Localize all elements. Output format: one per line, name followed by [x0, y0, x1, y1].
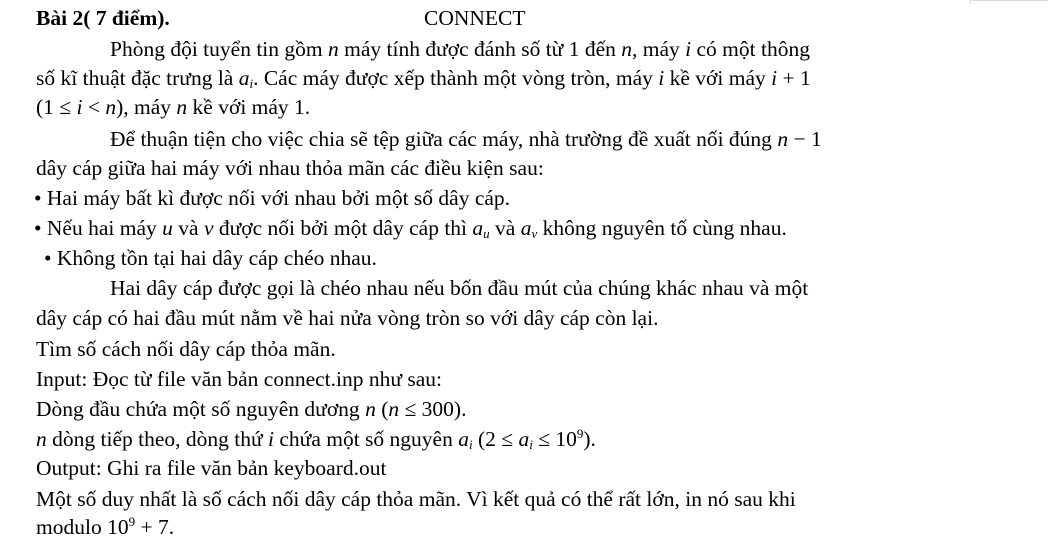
paragraph-line	[110, 275, 808, 301]
text-run: có một thông	[691, 37, 810, 61]
math-symbol: n	[365, 397, 376, 421]
output-description	[36, 514, 174, 540]
text-run: + 7.	[135, 515, 175, 539]
problem-heading: Bài 2( 7 điểm).	[36, 6, 170, 30]
math-symbol: a	[520, 216, 532, 240]
text-run: không nguyên tố cùng nhau.	[537, 216, 787, 240]
math-symbol: n	[328, 37, 339, 61]
text-run: ≤ 10	[532, 427, 577, 451]
text-run: (1 ≤	[36, 95, 77, 119]
text-run: modulo 10	[36, 515, 129, 539]
math-symbol: a	[238, 66, 250, 90]
text-run: Để thuận tiện cho việc chia sẽ tệp giữa các máy, nhà trường đề xuất nối đúng	[110, 127, 778, 151]
bullet-item	[34, 215, 787, 241]
math-symbol: a	[458, 427, 469, 451]
output-description	[36, 455, 386, 481]
math-symbol: i	[658, 66, 665, 90]
text-run: Dòng đầu chứa một số nguyên dương	[36, 397, 366, 421]
input-description	[36, 426, 596, 452]
bullet-item	[44, 245, 377, 271]
math-symbol: a	[518, 427, 530, 451]
math-symbol: i	[685, 37, 692, 61]
text-run: dòng tiếp theo, dòng thứ	[46, 427, 269, 451]
page-corner-marks	[972, 0, 1048, 5]
text-run: ).	[583, 427, 596, 451]
text-run: Tìm số cách nối dây cáp thỏa mãn.	[36, 337, 336, 361]
output-description	[36, 486, 796, 512]
problem-title: CONNECT	[424, 6, 526, 30]
math-symbol: i	[76, 95, 83, 119]
math-symbol: n	[777, 127, 789, 151]
math-symbol: n	[105, 95, 117, 119]
text-run: Một số duy nhất là số cách nối dây cáp thỏa mãn. Vì kết quả có thể rất lớn, in nó sau khi	[36, 487, 796, 511]
math-symbol: i	[249, 76, 254, 91]
input-description	[36, 366, 442, 392]
text-run: • Không tồn tại hai dây cáp chéo nhau.	[44, 246, 377, 270]
math-symbol: v	[531, 226, 538, 241]
text-run: ≤ 300).	[399, 397, 467, 421]
math-symbol: a	[472, 216, 484, 240]
math-symbol: v	[203, 216, 214, 240]
math-symbol: n	[176, 95, 188, 119]
text-run: chứa một số nguyên	[274, 427, 459, 451]
text-run: (	[375, 397, 389, 421]
text-run: và	[172, 216, 204, 240]
text-run: • Nếu hai máy	[34, 216, 163, 240]
math-symbol: i	[268, 427, 274, 451]
math-symbol: i	[771, 66, 778, 90]
input-description	[36, 396, 466, 422]
text-run: dây cáp có hai đầu mút nằm về hai nửa vòng tròn so với dây cáp còn lại.	[36, 306, 659, 330]
text-run: . Các máy được xếp thành một vòng tròn, máy	[253, 66, 659, 90]
text-run: Output: Ghi ra file văn bản keyboard.out	[36, 456, 387, 480]
text-run: 9	[576, 426, 584, 441]
paragraph-line	[36, 336, 336, 362]
paragraph-line	[110, 126, 822, 152]
paragraph-line	[36, 94, 310, 120]
text-run: ), máy	[116, 95, 177, 119]
text-run: số kĩ thuật đặc trưng là	[36, 66, 239, 90]
text-run: <	[82, 95, 106, 119]
math-symbol: n	[621, 37, 632, 61]
text-run: kề với máy	[664, 66, 772, 90]
math-symbol: u	[162, 216, 173, 240]
text-run: (2 ≤	[472, 427, 519, 451]
text-run: + 1	[777, 66, 811, 90]
text-run: − 1	[788, 127, 822, 151]
paragraph-line	[110, 36, 810, 62]
text-run: Phòng đội tuyển tin gồm	[110, 37, 328, 61]
text-run: Input: Đọc từ file văn bản connect.inp như sau:	[36, 367, 443, 391]
paragraph-line	[36, 155, 544, 181]
text-run: kề với máy 1.	[187, 95, 311, 119]
text-run: • Hai máy bất kì được nối với nhau bởi một số dây cáp.	[34, 186, 511, 210]
paragraph-line	[36, 305, 658, 331]
text-run: 9	[128, 514, 136, 529]
bullet-item	[34, 185, 510, 211]
math-symbol: u	[483, 226, 490, 241]
text-run: dây cáp giữa hai máy với nhau thỏa mãn các điều kiện sau:	[36, 156, 544, 180]
text-run: , máy	[631, 37, 686, 61]
math-symbol: n	[36, 427, 47, 451]
math-symbol: i	[468, 437, 473, 452]
text-run: và	[489, 216, 521, 240]
math-symbol: i	[529, 437, 533, 452]
text-run: máy tính được đánh số từ 1 đến	[338, 37, 622, 61]
text-run: Hai dây cáp được gọi là chéo nhau nếu bốn đầu mút của chúng khác nhau và một	[110, 276, 809, 300]
math-symbol: n	[388, 397, 400, 421]
text-run: được nối bởi một dây cáp thì	[213, 216, 473, 240]
paragraph-line	[36, 65, 811, 91]
